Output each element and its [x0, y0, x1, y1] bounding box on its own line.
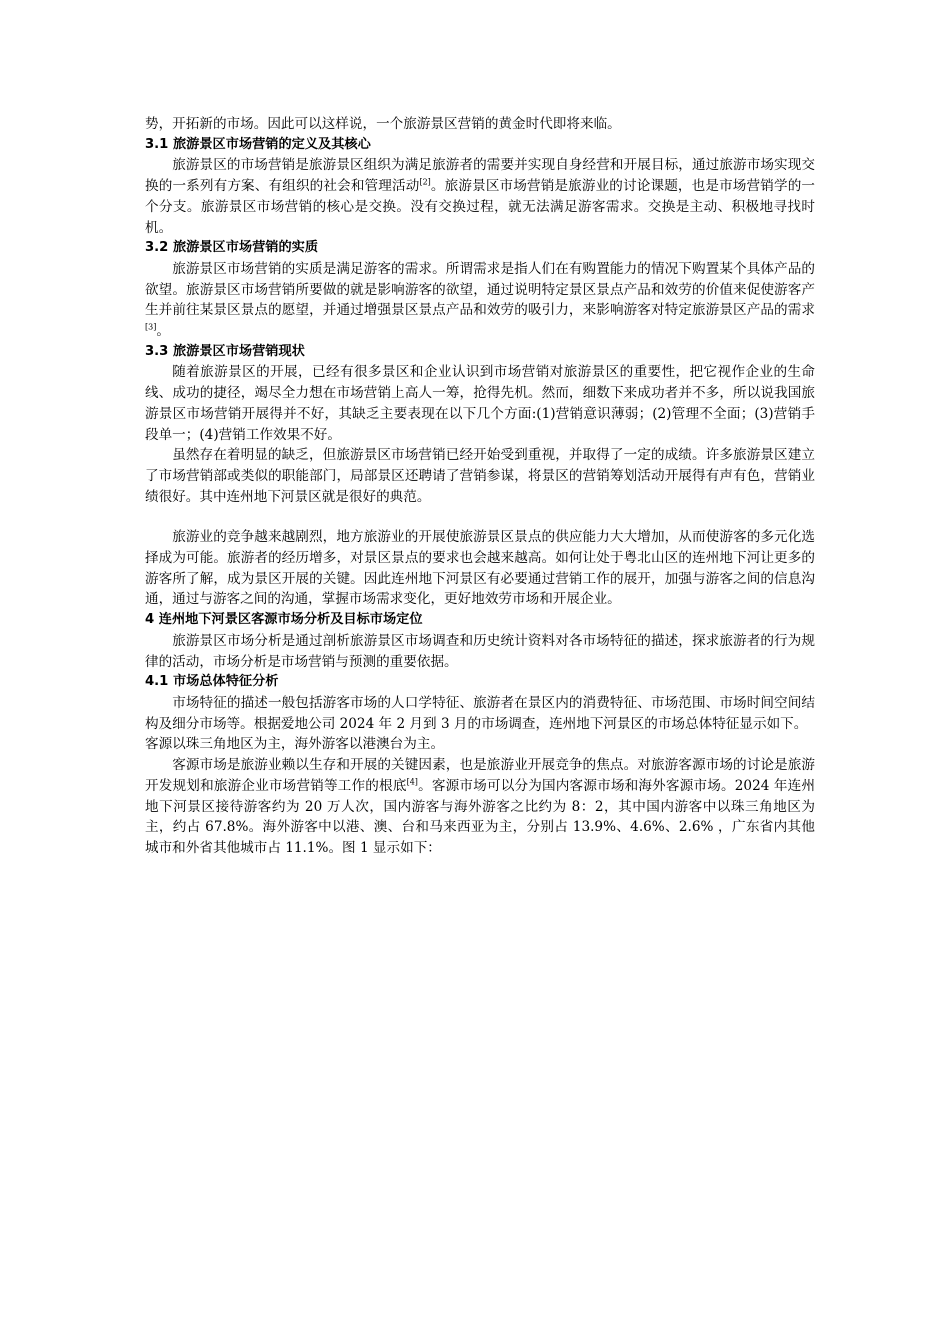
heading-text: 4 连州地下河景区客源市场分析及目标市场定位: [145, 612, 423, 628]
citation-ref[interactable]: [2]: [419, 177, 431, 187]
paragraph-essence: [145, 259, 815, 342]
paragraph-market-features: [145, 693, 815, 734]
paragraph-text: 随着旅游景区的开展，已经有很多景区和企业认识到市场营销对旅游景区的重要性，把它视作企业的生命线、成功的捷径，竭尽全力想在市场营销上高人一筹，抢得先机。然而，细数下来成功者并不多，所以说我国旅游景区市场营销开展得并不好，其缺乏主要表现在以下几个方面:(1)营销意识薄弱；(2)管理不全面；(3)营销手段单一；(4)营销工作效果不好。: [145, 364, 815, 443]
paragraph-text: 旅游景区市场营销的实质是满足游客的需求。所谓需求是指人们在有购置能力的情况下购置某个具体产品的欲望。旅游景区市场营销所要做的就是影响游客的欲望，通过说明特定景区景点产品和效劳的价值来促使游客产生并前往某景区景点的愿望，并通过增强景区景点产品和效劳的吸引力，来影响游客对特定旅游景区产品的需求: [145, 260, 815, 319]
paragraph-text: 市场特征的描述一般包括游客市场的人口学特征、旅游者在景区内的消费特征、市场范围、市场时间空间结构及细分市场等。根据爱地公司 2024 年 2 月到 3 月的市场调查，连州地下河景区的市场总体特征显示如下。: [145, 694, 815, 732]
paragraph-status: [145, 362, 815, 445]
paragraph-text: 客源市场是旅游业赖以生存和开展的关键因素，也是旅游业开展竞争的焦点。对旅游客源市场的讨论是旅游开发规划和旅游企业市场营销等工作的根底: [145, 757, 815, 794]
paragraph-text: 旅游景区市场分析是通过剖析旅游景区市场调查和历史统计资料对各市场特征的描述，探求旅游者的行为规律的活动，市场分析是市场营销与预测的重要依据。: [145, 632, 815, 670]
paragraph-source-summary: [145, 734, 815, 755]
paragraph-text: 旅游景区的市场营销是旅游景区组织为满足旅游者的需要并实现自身经营和开展目标，通过旅游市场实现交换的一系列有方案、有组织的社会和管理活动: [145, 157, 815, 195]
citation-ref[interactable]: [3]: [145, 322, 157, 332]
document-page: [145, 114, 815, 859]
paragraph-text: 客源以珠三角地区为主，海外游客以港澳台为主。: [145, 736, 445, 753]
paragraph-text-tail: 。旅游景区市场营销是旅游业的讨论课题，也是市场营销学的一个分支。旅游景区市场营销的核心是交换。没有交换过程，就无法满足游客需求。交换是主动、积极地寻找时机。: [145, 178, 816, 236]
paragraph-text-tail: 。客源市场可以分为国内客源市场和海外客源市场。2024 年连州地下河景区接待游客约为 20 万人次，国内游客与海外游客之比约为 8：2，其中国内游客中以珠三角地区为主，约占 67.8%。海外游客中以港、澳、台和马来西亚为主，分别占 13.9%、4.6%、2.6% ，广东省内其他城市和外省其他城市占 11.1%。图 1 显示如下：: [145, 777, 815, 856]
heading-text: 3.2 旅游景区市场营销的实质: [145, 240, 319, 256]
paragraph-competition: [145, 527, 815, 610]
section-heading-3-3: [145, 342, 815, 363]
section-heading-4: [145, 610, 815, 631]
paragraph-achievements: [145, 445, 815, 507]
heading-text: 3.3 旅游景区市场营销现状: [145, 343, 305, 359]
paragraph-source-market: [145, 755, 815, 859]
paragraph-continuation: [145, 114, 815, 135]
paragraph-definition: [145, 155, 815, 238]
heading-text: 3.1 旅游景区市场营销的定义及其核心: [145, 136, 371, 152]
section-heading-3-2: [145, 238, 815, 259]
paragraph-gap: [145, 507, 815, 527]
section-heading-4-1: [145, 672, 815, 693]
paragraph-text: 势，开拓新的市场。因此可以这样说，一个旅游景区营销的黄金时代即将来临。: [145, 116, 621, 132]
citation-ref[interactable]: [4]: [406, 777, 418, 787]
section-heading-3-1: [145, 135, 815, 156]
heading-text: 4.1 市场总体特征分析: [145, 674, 279, 690]
paragraph-market-analysis: [145, 631, 815, 672]
paragraph-text: 虽然存在着明显的缺乏，但旅游景区市场营销已经开始受到重视，并取得了一定的成绩。许多旅游景区建立了市场营销部或类似的职能部门，局部景区还聘请了营销参谋，将景区的营销筹划活动开展得有声有色，营销业绩很好。其中连州地下河景区就是很好的典范。: [145, 447, 815, 505]
paragraph-text: 旅游业的竞争越来越剧烈，地方旅游业的开展使旅游景区景点的供应能力大大增加，从而使游客的多元化选择成为可能。旅游者的经历增多，对景区景点的要求也会越来越高。如何让处于粤北山区的连州地下河让更多的游客所了解，成为景区开展的关键。因此连州地下河景区有必要通过营销工作的展开，加强与游客之间的信息沟通，通过与游客之间的沟通，掌握市场需求变化，更好地效劳市场和开展企业。: [145, 529, 815, 608]
paragraph-text-tail: 。: [156, 323, 170, 340]
